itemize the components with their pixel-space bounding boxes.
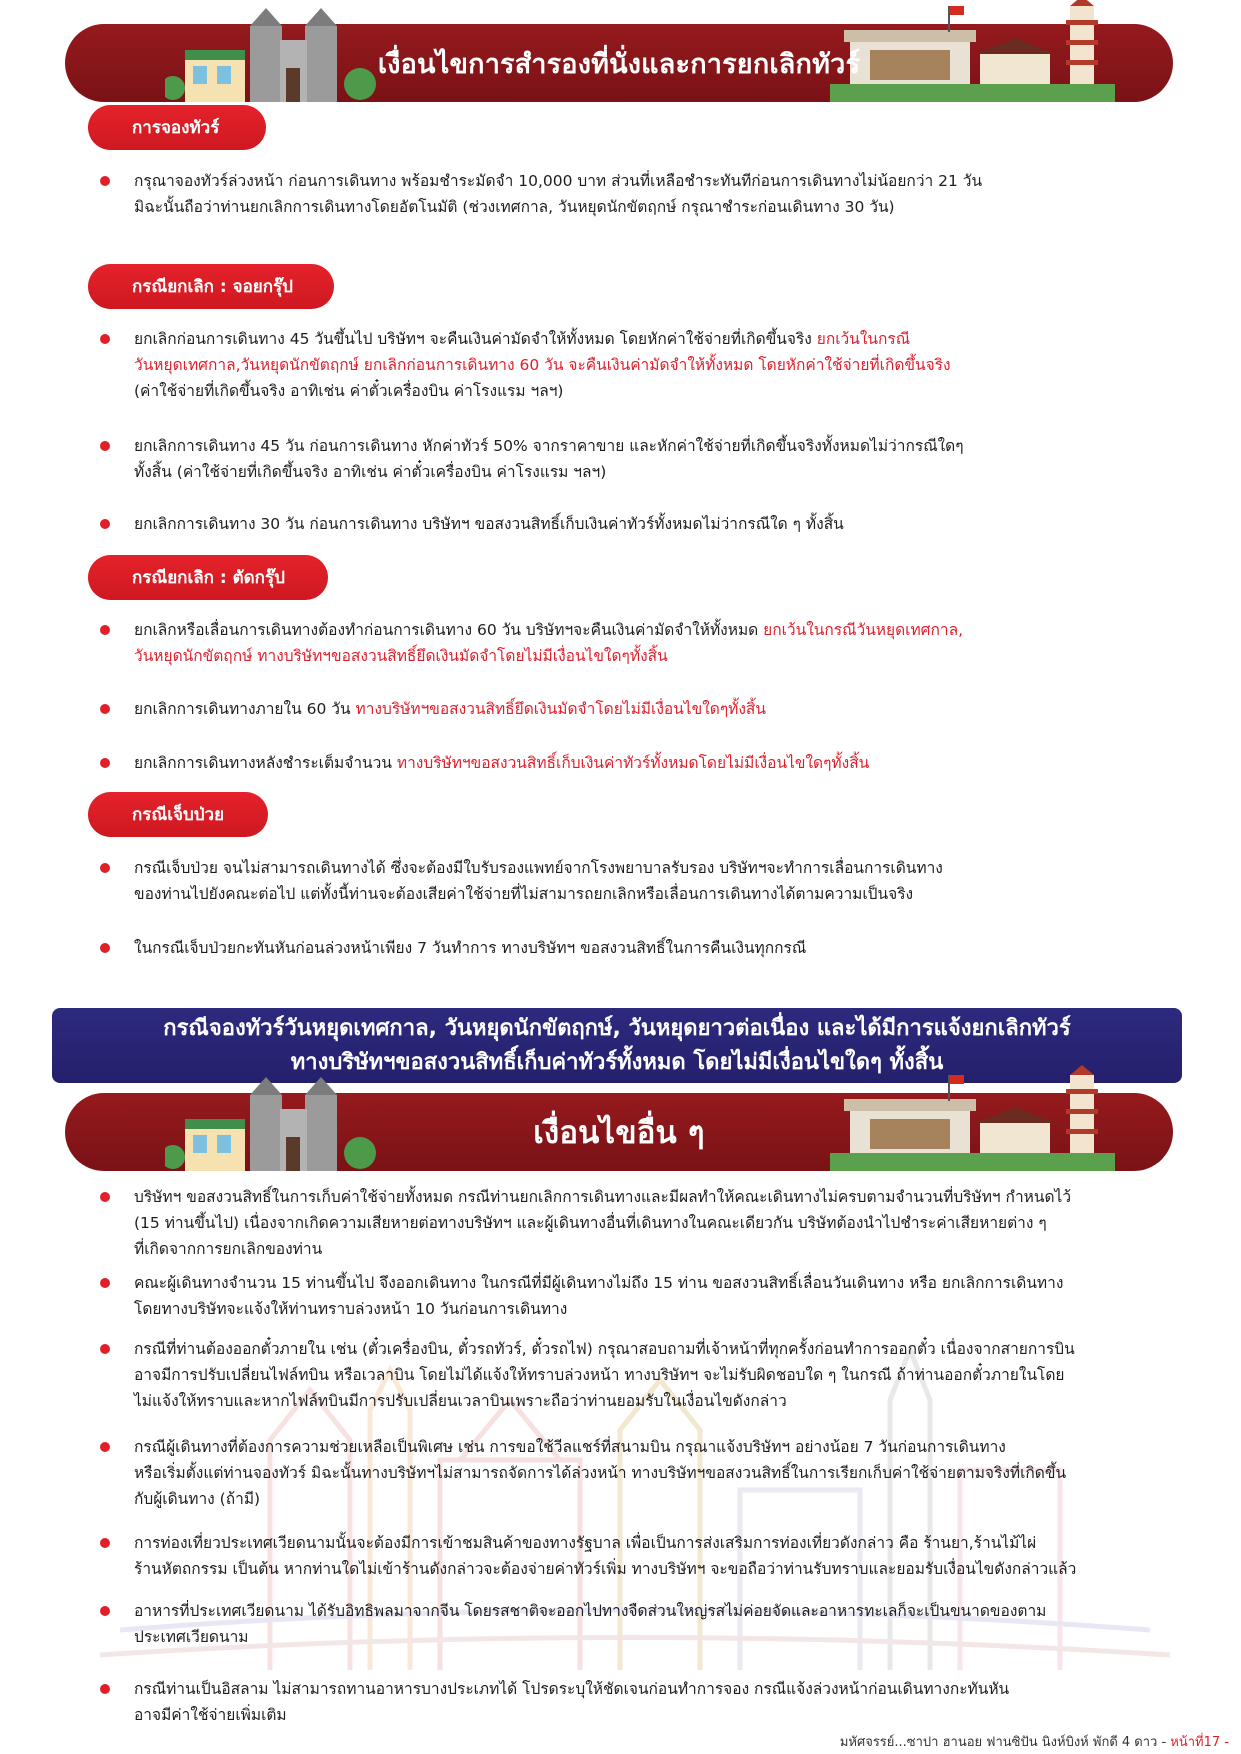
church-shophouse-illustration: [165, 1075, 395, 1171]
mausoleum-pagoda-illustration: [830, 1065, 1115, 1171]
page-number: หน้าที่17 -: [1170, 1735, 1229, 1750]
list-item-text: ยกเลิกการเดินทางภายใน 60 วัน ทางบริษัทฯขอสงวนสิทธิ์ยึดเงินมัดจำโดยไม่มีเงื่อนไขใดๆทั้งสิ้น: [134, 700, 766, 718]
list-item: [100, 617, 1160, 669]
list-item: [100, 1184, 1160, 1262]
list-item: [100, 1336, 1160, 1414]
bullet-icon: [100, 758, 110, 768]
list-item-text: กรณีท่านเป็นอิสลาม ไม่สามารถทานอาหารบางประเภทได้ โปรดระบุให้ชัดเจนก่อนทำการจอง กรณีแจ้งล่วงหน้าก่อนเดินทางกะทันหัน อาจมีค่าใช้จ่ายเพิ่มเติม: [134, 1680, 1010, 1724]
notice-line: ทางบริษัทฯขอสงวนสิทธิ์เก็บค่าทัวร์ทั้งหมด โดยไม่มีเงื่อนไขใดๆ ทั้งสิ้น: [290, 1050, 944, 1075]
bullet-icon: [100, 1344, 110, 1354]
list-item-text: ยกเลิกการเดินทาง 45 วัน ก่อนการเดินทาง หักค่าทัวร์ 50% จากราคาขาย และหักค่าใช้จ่ายที่เกิดขึ้นจริงทั้งหมดไม่ว่ากรณีใดๆ ทั้งสิ้น (ค่าใช้จ่ายที่เกิดขึ้นจริง อาทิเช่น ค่าตั๋วเครื่องบิน ค่าโรงแรม ฯลฯ): [134, 437, 964, 481]
list-item-text: ยกเลิกก่อนการเดินทาง 45 วันขึ้นไป บริษัทฯ จะคืนเงินค่ามัดจำให้ทั้งหมด โดยหักค่าใช้จ่ายที่เกิดขึ้นจริง ยกเว้นในกรณี วันหยุดเทศกาล,วันหยุดนักขัตฤกษ์ ยกเลิกก่อนการเดินทาง 60 วัน จะคืนเงินค่ามัดจำให้ทั้งหมด โดยหักค่าใช้จ่ายที่เกิดขึ้นจริง (ค่าใช้จ่ายที่เกิดขึ้นจริง อาทิเช่น ค่าตั๋วเครื่องบิน ค่าโรงแรม ฯลฯ): [134, 330, 951, 400]
list-item-text: บริษัทฯ ขอสงวนสิทธิ์ในการเก็บค่าใช้จ่ายทั้งหมด กรณีท่านยกเลิกการเดินทางและมีผลทำให้คณะเดินทางไม่ครบตามจำนวนที่บริษัทฯ กำหนดไว้ (15 ท่านขึ้นไป) เนื่องจากเกิดความเสียหายต่อทางบริษัทฯ และผู้เดินทางอื่นที่เดินทางในคณะเดียวกัน บริษัทต้องนำไปชำระค่าเสียหายต่าง ๆ ที่เกิดจากการยกเลิกของท่าน: [134, 1188, 1072, 1258]
list-item: [100, 326, 1160, 404]
list-item-text: ยกเลิกหรือเลื่อนการเดินทางต้องทำก่อนการเดินทาง 60 วัน บริษัทฯจะคืนเงินค่ามัดจำให้ทั้งหมด ยกเว้นในกรณีวันหยุดเทศกาล, วันหยุดนักขัตฤกษ์ ทางบริษัทฯขอสงวนสิทธิ์ยึดเงินมัดจำโดยไม่มีเงื่อนไขใดๆทั้งสิ้น: [134, 621, 964, 665]
bullet-icon: [100, 704, 110, 714]
page-footer: [840, 1731, 1229, 1752]
mausoleum-pagoda-illustration: [830, 0, 1115, 102]
section-pill-cancel-privategroup: กรณียกเลิก : ตัดกรุ๊ป: [88, 555, 328, 600]
list-item-text: กรณีผู้เดินทางที่ต้องการความช่วยเหลือเป็นพิเศษ เช่น การขอใช้วีลแชร์ที่สนามบิน กรุณาแจ้งบริษัทฯ อย่างน้อย 7 วันก่อนการเดินทาง หรือเริ่มตั้งแต่ท่านจองทัวร์ มิฉะนั้นทางบริษัทฯไม่สามารถจัดการได้ล่วงหน้า ทางบริษัทฯขอสงวนสิทธิ์ในการเรียกเก็บค่าใช้จ่ายตามจริงที่เกิดขึ้น กับผู้เดินทาง (ถ้ามี): [134, 1438, 1067, 1508]
bullet-icon: [100, 334, 110, 344]
bullet-icon: [100, 1442, 110, 1452]
list-item-text: การท่องเที่ยวประเทศเวียดนามนั้นจะต้องมีการเข้าชมสินค้าของทางรัฐบาล เพื่อเป็นการส่งเสริมการท่องเที่ยวดังกล่าว คือ ร้านยา,ร้านไม้ไผ่ ร้านหัตถกรรม เป็นต้น หากท่านใดไม่เข้าร้านดังกล่าวจะต้องจ่ายค่าทัวร์เพิ่ม ทางบริษัทฯ จะขอถือว่าท่านรับทราบและยอมรับเงื่อนไขดังกล่าวแล้ว: [134, 1534, 1077, 1578]
list-item: [100, 935, 1160, 961]
bullet-icon: [100, 1278, 110, 1288]
list-item: [100, 696, 1160, 722]
bullet-icon: [100, 176, 110, 186]
list-item-text: ในกรณีเจ็บป่วยกะทันหันก่อนล่วงหน้าเพียง 7 วันทำการ ทางบริษัทฯ ขอสงวนสิทธิ์ในการคืนเงินทุกกรณี: [134, 939, 807, 957]
notice-line: กรณีจองทัวร์วันหยุดเทศกาล, วันหยุดนักขัตฤกษ์, วันหยุดยาวต่อเนื่อง และได้มีการแจ้งยกเลิกทัวร์: [163, 1016, 1071, 1041]
list-item-text: อาหารที่ประเทศเวียดนาม ได้รับอิทธิพลมาจากจีน โดยรสชาติจะออกไปทางจืดส่วนใหญ่รสไม่ค่อยจัดและอาหารทะเลก็จะเป็นขนาดของตาม ประเทศเวียดนาม: [134, 1602, 1047, 1646]
section-pill-booking: การจองทัวร์: [88, 105, 266, 150]
list-item: [100, 168, 1160, 220]
list-item: [100, 750, 1160, 776]
bullet-icon: [100, 441, 110, 451]
list-item-text: กรณีที่ท่านต้องออกตั๋วภายใน เช่น (ตั๋วเครื่องบิน, ตั๋วรถทัวร์, ตั๋วรถไฟ) กรุณาสอบถามที่เจ้าหน้าที่ทุกครั้งก่อนทำการออกตั๋ว เนื่องจากสายการบิน อาจมีการปรับเปลี่ยนไฟล์ทบิน หรือเวลาบิน โดยไม่ได้แจ้งให้ทราบล่วงหน้า ทางบริษัทฯ จะไม่รับผิดชอบใด ๆ ในกรณี ถ้าท่านออกตั๋วภายในโดย ไม่แจ้งให้ทราบและหากไฟล์ทบินมีการปรับเปลี่ยนเวลาบินเพราะถือว่าท่านยอมรับในเงื่อนไขดังกล่าว: [134, 1340, 1075, 1410]
section-pill-sickness: กรณีเจ็บป่วย: [88, 792, 268, 837]
banner-title: เงื่อนไขอื่น ๆ: [533, 1115, 705, 1151]
list-item-text: กรณีเจ็บป่วย จนไม่สามารถเดินทางได้ ซึ่งจะต้องมีใบรับรองแพทย์จากโรงพยาบาลรับรอง บริษัทฯจะทำการเลื่อนการเดินทาง ของท่านไปยังคณะต่อไป แต่ทั้งนี้ท่านจะต้องเสียค่าใช้จ่ายที่ไม่สามารถยกเลิกหรือเลื่อนการเดินทางได้ตามความเป็นจริง: [134, 859, 943, 903]
banner-title: เงื่อนไขการสำรองที่นั่งและการยกเลิกทัวร์: [377, 48, 861, 80]
list-item-text: ยกเลิกการเดินทาง 30 วัน ก่อนการเดินทาง บริษัทฯ ขอสงวนสิทธิ์เก็บเงินค่าทัวร์ทั้งหมดไม่ว่ากรณีใด ๆ ทั้งสิ้น: [134, 515, 844, 533]
list-item-text: ยกเลิกการเดินทางหลังชำระเต็มจำนวน ทางบริษัทฯขอสงวนสิทธิ์เก็บเงินค่าทัวร์ทั้งหมดโดยไม่มีเงื่อนไขใดๆทั้งสิ้น: [134, 754, 870, 772]
bullet-icon: [100, 943, 110, 953]
list-item: [100, 1434, 1160, 1512]
bullet-icon: [100, 863, 110, 873]
bullet-icon: [100, 1192, 110, 1202]
list-item: [100, 1676, 1160, 1728]
bullet-icon: [100, 1684, 110, 1694]
bullet-icon: [100, 519, 110, 529]
bullet-icon: [100, 625, 110, 635]
list-item: [100, 511, 1160, 537]
bullet-icon: [100, 1538, 110, 1548]
list-item: [100, 1270, 1160, 1322]
church-shophouse-illustration: [165, 6, 395, 102]
conditions-banner: [65, 24, 1173, 102]
list-item-text: คณะผู้เดินทางจำนวน 15 ท่านขึ้นไป จึงออกเดินทาง ในกรณีที่มีผู้เดินทางไม่ถึง 15 ท่าน ขอสงวนสิทธิ์เลื่อนวันเดินทาง หรือ ยกเลิกการเดินทาง โดยทางบริษัทจะแจ้งให้ท่านทราบล่วงหน้า 10 วันก่อนการเดินทาง: [134, 1274, 1064, 1318]
list-item: [100, 1530, 1160, 1582]
list-item-text: กรุณาจองทัวร์ล่วงหน้า ก่อนการเดินทาง พร้อมชำระมัดจำ 10,000 บาท ส่วนที่เหลือชำระทันทีก่อนการเดินทางไม่น้อยกว่า 21 วัน มิฉะนั้นถือว่าท่านยกเลิกการเดินทางโดยอัตโนมัติ (ช่วงเทศกาล, วันหยุดนักขัตฤกษ์ กรุณาชำระก่อนเดินทาง 30 วัน): [134, 172, 983, 216]
other-conditions-banner: [65, 1093, 1173, 1171]
list-item: [100, 1598, 1160, 1650]
bullet-icon: [100, 1606, 110, 1616]
section-pill-cancel-joingroup: กรณียกเลิก : จอยกรุ๊ป: [88, 264, 334, 309]
footer-text: มหัศจรรย์...ซาปา ฮานอย ฟานซิปัน นิงห์บิงห์ พักดี 4 ดาว -: [839, 1735, 1171, 1750]
list-item: [100, 433, 1160, 485]
list-item: [100, 855, 1160, 907]
